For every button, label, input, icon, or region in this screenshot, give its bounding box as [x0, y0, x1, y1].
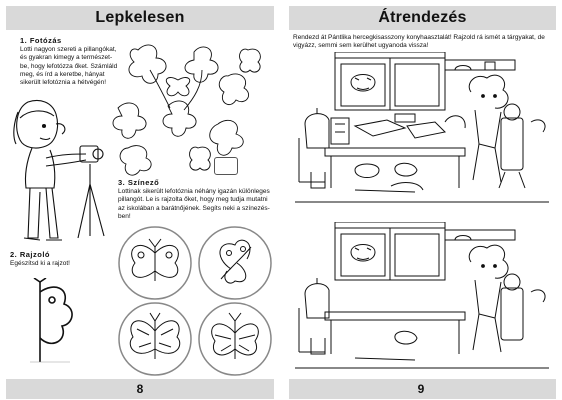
butterfly-3	[130, 313, 180, 359]
answer-box[interactable]	[214, 157, 238, 175]
section-heading-coloring: 3. Színező	[118, 178, 160, 187]
kitchen-scene-bottom	[295, 222, 549, 374]
page-title: Lepkelesen	[6, 6, 274, 30]
half-butterfly-drawing	[10, 278, 90, 368]
page-title: Átrendezés	[289, 6, 556, 30]
butterfly-4	[212, 313, 259, 359]
butterfly-1	[132, 239, 179, 281]
section-text-photo: Lotti nagyon szereti a pillangókat, és gyakran kimegy a természet- be, hogy lefotózza őket. Számláld meg, és írd a keretbe, hányat sikerült lefotóznia a hétvégén!	[20, 46, 118, 87]
kitchen-scene-top	[295, 52, 549, 212]
coloring-butterflies-grid	[116, 226, 276, 378]
page-number: 9	[417, 382, 425, 396]
butterfly-2	[220, 240, 251, 283]
instructions-text: Rendezd át Pántlika hercegkisasszony konyhaasztalát! Rajzold rá ismét a tárgyakat, de vigyázz, semmi sem kerülhet ugyanoda vissza!	[293, 34, 545, 50]
section-heading-photo: 1. Fotózás	[20, 36, 62, 45]
section-text-coloring: Lottinak sikerült lefotóznia néhány igazán különleges pillangót. Le is rajzolta őket, hogy meg tudja mutatni az iskolában a barátnőjének. Segíts neki a színezés- ben!	[118, 188, 270, 220]
section-heading-drawing: 2. Rajzoló	[10, 250, 51, 259]
right-page	[281, 0, 562, 400]
page-number: 8	[136, 382, 144, 396]
section-text-drawing: Egészítsd ki a rajzot!	[10, 260, 70, 267]
butterflies-in-flowers-illustration	[98, 40, 278, 180]
